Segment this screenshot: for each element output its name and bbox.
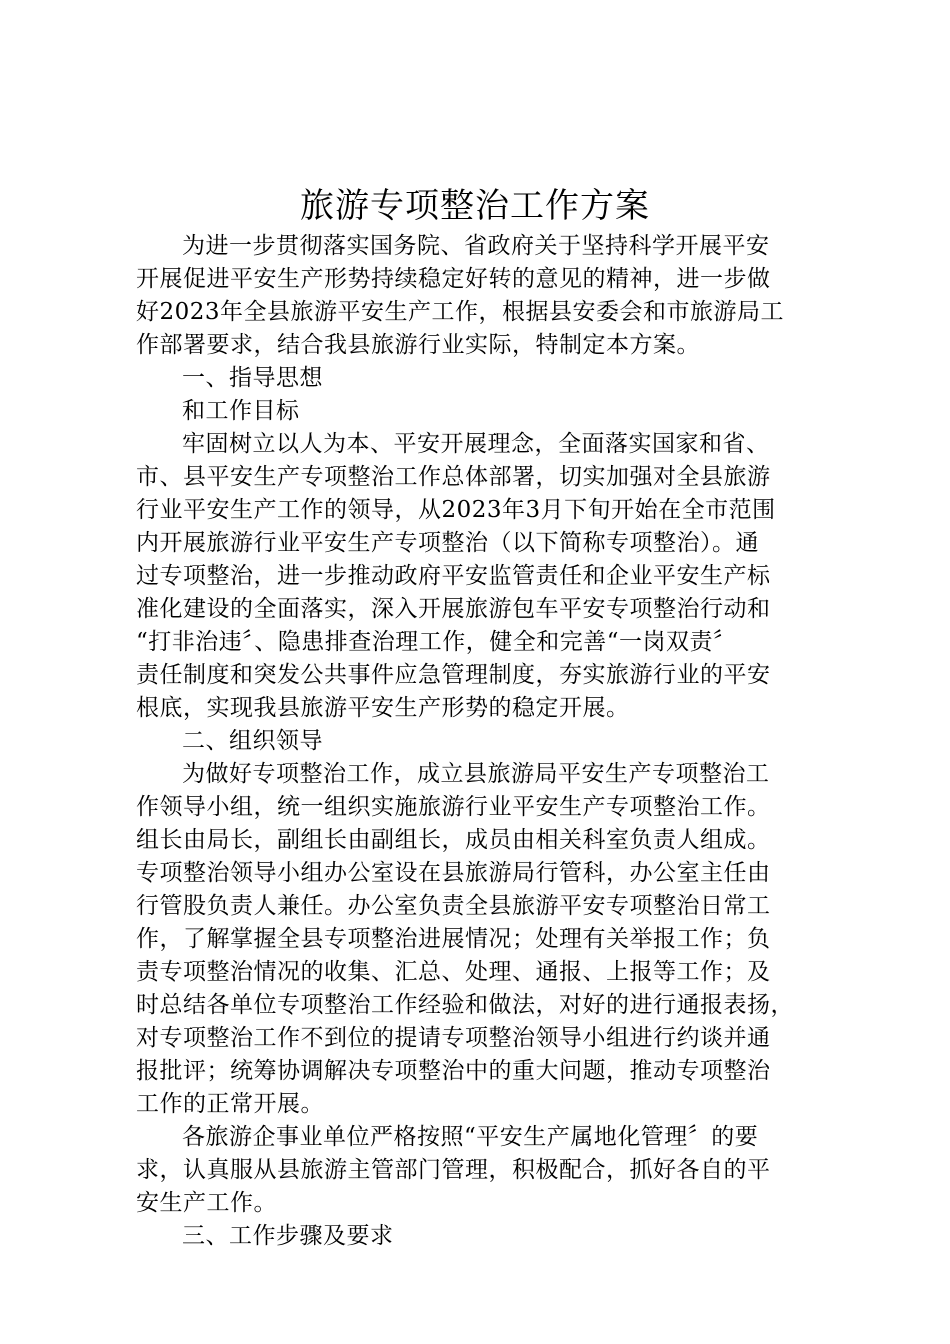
paragraph-line: 行业平安生产工作的领导，从2023年3月下旬开始在全市范围 — [136, 497, 776, 523]
paragraph-line: “打非治违〞、隐患排查治理工作，健全和完善“一岗双责〞 — [136, 629, 737, 655]
section-heading-continuation: 和工作目标 — [182, 398, 300, 424]
paragraph-line: 牢固树立以人为本、平安开展理念，全面落实国家和省、 — [182, 431, 770, 457]
paragraph-line: 好2023年全县旅游平安生产工作，根据县安委会和市旅游局工 — [136, 299, 785, 325]
paragraph-line: 责任制度和突发公共事件应急管理制度，夯实旅游行业的平安 — [136, 662, 771, 688]
paragraph-line: 作部署要求，结合我县旅游行业实际，特制定本方案。 — [136, 332, 700, 358]
paragraph-line: 组长由局长，副组长由副组长，成员由相关科室负责人组成。 — [136, 827, 771, 853]
paragraph-line: 作，了解掌握全县专项整治进展情况；处理有关举报工作；负 — [136, 926, 771, 952]
paragraph-line: 开展促进平安生产形势持续稳定好转的意见的精神，进一步做 — [136, 266, 771, 292]
paragraph-line: 报批评；统筹协调解决专项整治中的重大问题，推动专项整治 — [136, 1058, 771, 1084]
section-heading: 二、组织领导 — [182, 728, 323, 754]
paragraph-line: 根底，实现我县旅游平安生产形势的稳定开展。 — [136, 695, 630, 721]
paragraph-line: 行管股负责人兼任。办公室负责全县旅游平安专项整治日常工 — [136, 893, 771, 919]
paragraph-line: 时总结各单位专项整治工作经验和做法，对好的进行通报表扬， — [136, 992, 794, 1018]
paragraph-line: 过专项整治，进一步推动政府平安监管责任和企业平安生产标 — [136, 563, 771, 589]
paragraph-line: 市、县平安生产专项整治工作总体部署，切实加强对全县旅游 — [136, 464, 771, 490]
paragraph-line: 工作的正常开展。 — [136, 1091, 324, 1117]
paragraph-line: 专项整治领导小组办公室设在县旅游局行管科，办公室主任由 — [136, 860, 771, 886]
paragraph-line: 为做好专项整治工作，成立县旅游局平安生产专项整治工 — [182, 761, 770, 787]
document-title: 旅游专项整治工作方案 — [300, 186, 650, 226]
paragraph-line: 求，认真服从县旅游主管部门管理，积极配合，抓好各自的平 — [136, 1157, 771, 1183]
paragraph-line: 内开展旅游行业平安生产专项整治（以下简称专项整治）。通 — [136, 530, 759, 556]
paragraph-line: 安生产工作。 — [136, 1190, 277, 1216]
paragraph-line: 作领导小组，统一组织实施旅游行业平安生产专项整治工作。 — [136, 794, 771, 820]
section-heading: 三、工作步骤及要求 — [182, 1223, 394, 1249]
paragraph-line: 对专项整治工作不到位的提请专项整治领导小组进行约谈并通 — [136, 1025, 771, 1051]
paragraph-line: 责专项整治情况的收集、汇总、处理、通报、上报等工作；及 — [136, 959, 771, 985]
paragraph-line: 各旅游企事业单位严格按照“平安生产属地化管理〞的要 — [182, 1124, 759, 1150]
section-heading: 一、指导思想 — [182, 365, 323, 391]
paragraph-line: 准化建设的全面落实，深入开展旅游包车平安专项整治行动和 — [136, 596, 771, 622]
paragraph-line: 为进一步贯彻落实国务院、省政府关于坚持科学开展平安 — [182, 233, 770, 259]
